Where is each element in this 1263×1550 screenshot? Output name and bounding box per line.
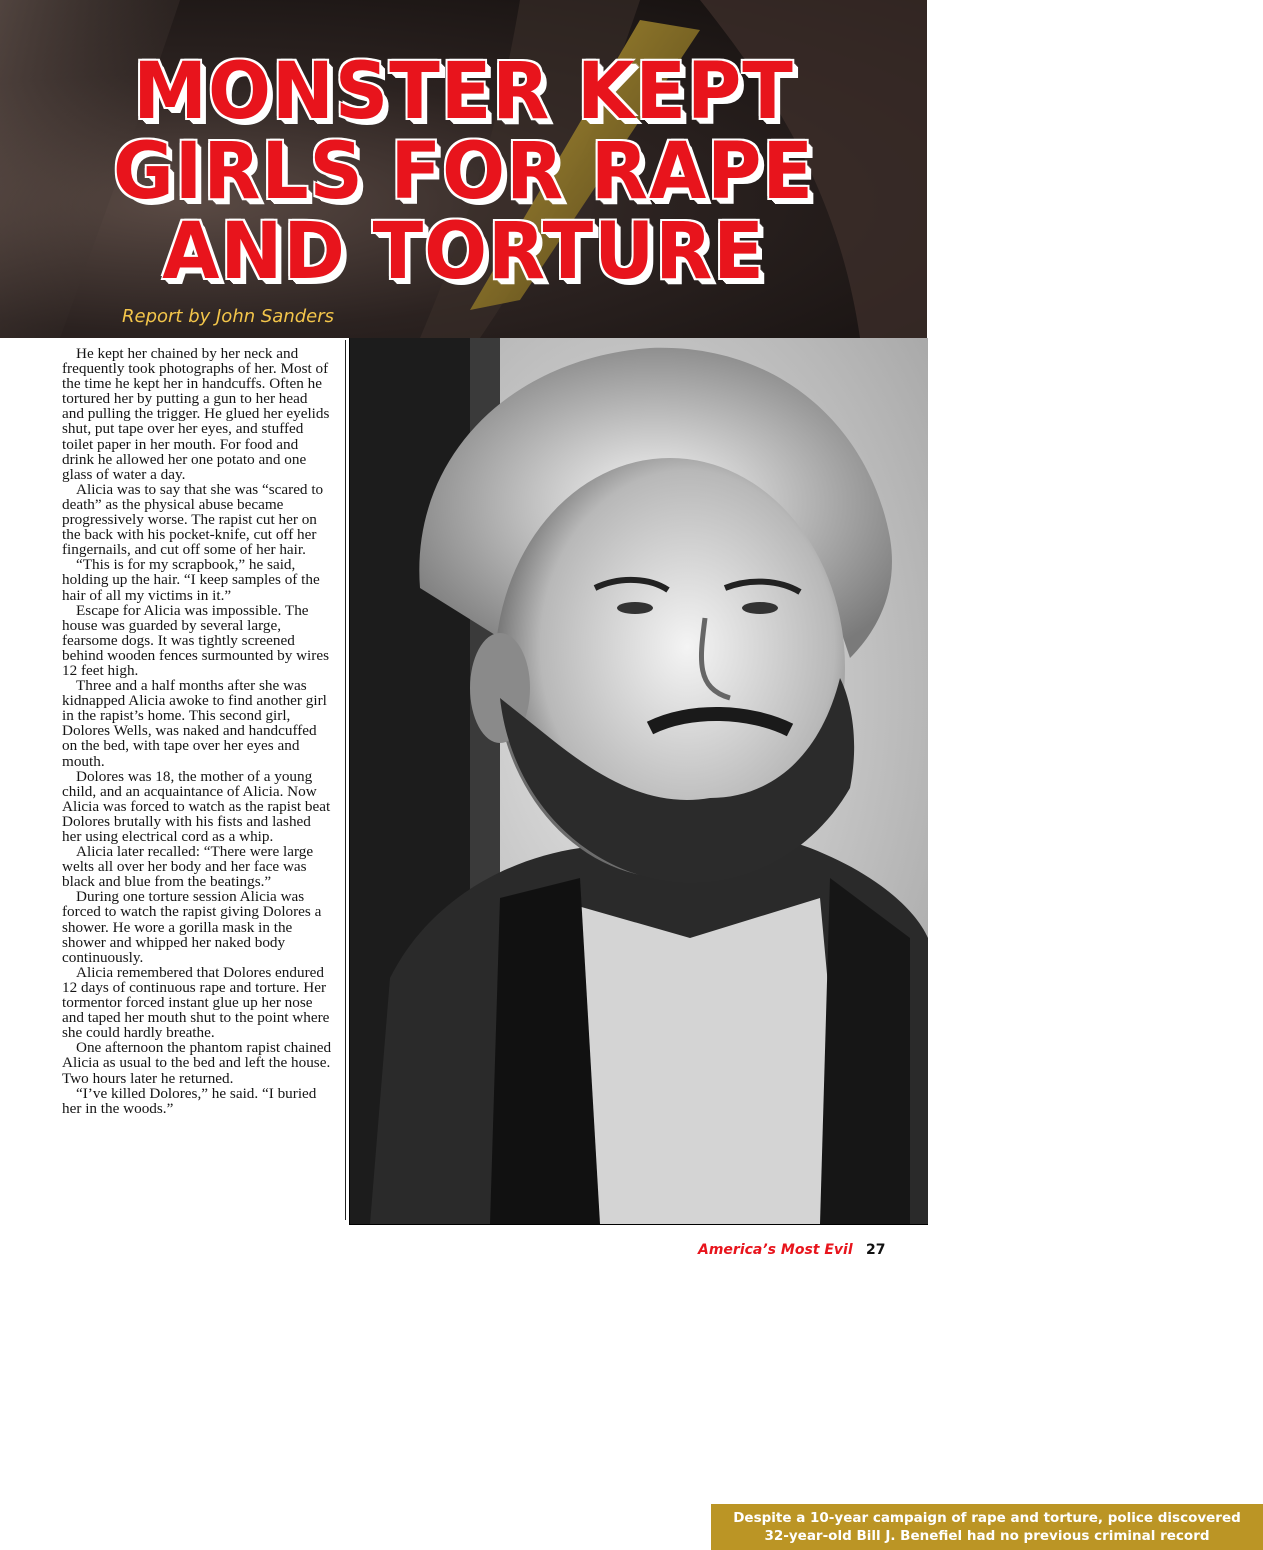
article-paragraph: During one torture session Alicia was forced to watch the rapist giving Dolores a shower. He wore a gorilla mask in the shower and whipped her naked body continuously.: [62, 888, 322, 966]
page-number: 27: [866, 1242, 886, 1258]
headline-line-3: AND TORTURE: [162, 207, 765, 297]
caption-line-1: Despite a 10-year campaign of rape and torture, police discovered: [733, 1510, 1241, 1526]
article-paragraph: Alicia remembered that Dolores endured 12 days of continuous rape and torture. Her tormentor forced instant glue up her nose and taped her mouth shut to the point where she could hardly breathe.: [62, 963, 330, 1042]
article-paragraph: One afternoon the phantom rapist chained Alicia as usual to the bed and left the house. Two hours later he returned.: [62, 1039, 332, 1087]
footer-publication-title: America’s Most Evil: [698, 1242, 853, 1258]
headline-line-1: MONSTER KEPT: [133, 47, 794, 137]
article-paragraph: Escape for Alicia was impossible. The house was guarded by several large, fearsome dogs. It was tightly screened behind wooden fences surmounted by wires 12 feet high.: [62, 601, 329, 679]
article-paragraph: Alicia was to say that she was “scared to death” as the physical abuse became progressively worse. The rapist cut her on the back with his pocket-knife, cut off her fingernails, and cut off some of her hair.: [62, 480, 324, 559]
article-paragraph: Dolores was 18, the mother of a young child, and an acquaintance of Alicia. Now Alicia was forced to watch as the rapist beat Dolores brutally with his fists and lashed her using electrical cord as a whip.: [62, 767, 331, 845]
article-paragraph: Three and a half months after she was kidnapped Alicia awoke to find another girl in the rapist’s home. This second girl, Dolores Wells, was naked and handcuffed on the bed, with tape over her eyes and mouth.: [62, 677, 327, 770]
article-body: [62, 346, 332, 1116]
article-paragraph: Alicia later recalled: “There were large welts all over her body and her face was black and blue from the beatings.”: [62, 843, 314, 891]
photo-caption: [711, 1504, 1263, 1550]
article-paragraph: “I’ve killed Dolores,” he said. “I buried her in the woods.”: [62, 1084, 317, 1117]
byline: Report by John Sanders: [122, 306, 335, 327]
article-paragraph: “This is for my scrapbook,” he said, holding up the hair. “I keep samples of the hair of all my victims in it.”: [62, 556, 320, 604]
article-paragraph: He kept her chained by her neck and frequently took photographs of her. Most of the time he kept her in handcuffs. Often he tortured her by putting a gun to her head and pulling the trigger. He glued her eyelids shut, put tape over her eyes, and stuffed toilet paper in her mouth. For food and drink he allowed her one potato and one glass of water a day.: [62, 345, 330, 483]
portrait-illustration: [350, 338, 928, 1224]
headline: [23, 47, 904, 297]
header-banner: [0, 0, 927, 338]
column-divider: [345, 340, 346, 1220]
headline-line-2: GIRLS FOR RAPE: [113, 127, 814, 217]
caption-line-2: 32-year-old Bill J. Benefiel had no previous criminal record: [764, 1528, 1210, 1544]
